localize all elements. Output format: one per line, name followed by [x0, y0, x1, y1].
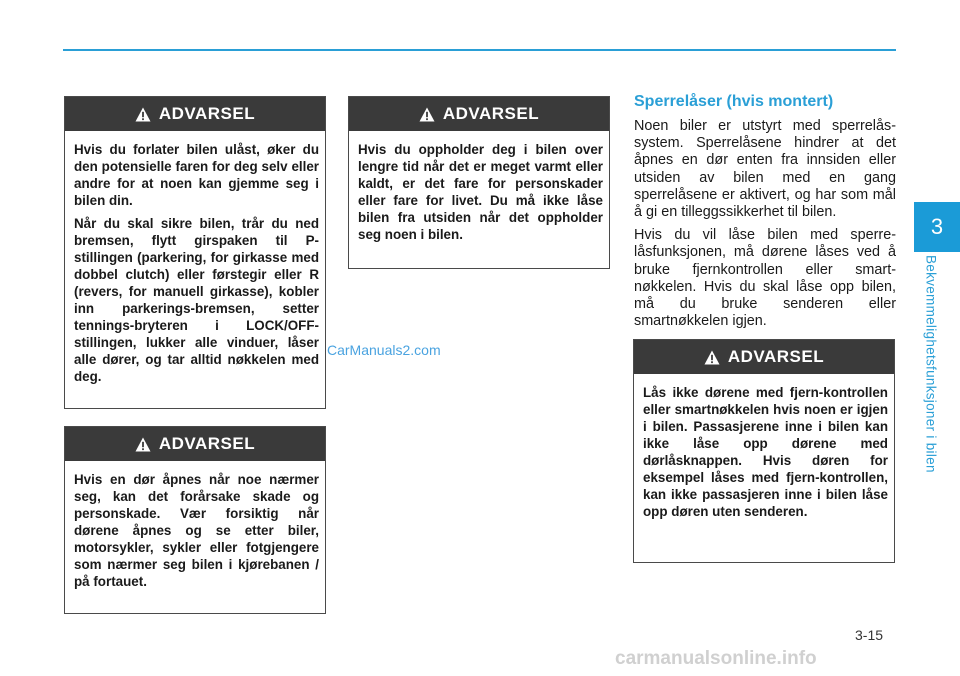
warning-header	[65, 427, 325, 461]
chapter-side-label	[921, 255, 941, 490]
warning-heading: ADVARSEL	[158, 104, 256, 123]
warning-box-extreme-temperature	[348, 96, 610, 269]
page-number: 3-15	[855, 627, 884, 643]
warning-paragraph: Når du skal sikre bilen, trår du ned bremsen, flytt girspaken til P-stillingen (parkering, for girkasse med dobbel clutch) eller førstegir eller R (revers, for manuell girkasse), kobler inn parkerings-bremsen, setter tennings-bryteren i LOCK/OFF-stillingen, lukker alle vinduer, låser alle dører, og tar alltid nøkkelen med deg.	[74, 216, 319, 384]
warning-header	[634, 340, 894, 374]
warning-paragraph: Hvis du forlater bilen ulåst, øker du den potensielle faren for deg selv eller andre for at noen kan gjemme seg i bilen din.	[74, 142, 319, 208]
warning-paragraph: Lås ikke dørene med fjern-kontrollen eller smartnøkkelen hvis noen er igjen i bilen. Passasjerene inne i bilen kan ikke låse opp dørene med dørlåsknappen. Hvis døren for eksempel låses med fjern-kontrollen, kan ikke passasjeren inne i bilen låse opp døren uten senderen.	[643, 385, 888, 519]
warning-box-deadlock	[633, 339, 895, 563]
section-paragraph: Noen biler er utstyrt med sperrelås-system. Sperrelåsene hindrer at det åpnes en dør enten fra innsiden eller utsiden av bilen med en gang sperrelåsene er aktivert, og har som mål å gi en tilleggssikkerhet til bilen.	[634, 118, 896, 221]
warning-body	[634, 374, 894, 528]
warning-header	[349, 97, 609, 131]
warning-triangle-icon	[135, 107, 151, 122]
warning-body	[349, 131, 609, 251]
warning-heading: ADVARSEL	[442, 104, 540, 123]
warning-body	[65, 461, 325, 598]
warning-paragraph: Hvis en dør åpnes når noe nærmer seg, kan det forårsake skade og personskade. Vær forsiktig når dørene åpnes og se etter biler, motorsykler, sykler eller fotgjengere som nærmer seg bilen i kjørebanen / på fortauet.	[74, 472, 319, 589]
warning-box-door-opening	[64, 426, 326, 614]
watermark-carmanuals2: CarManuals2.com	[327, 342, 441, 358]
warning-box-unlocked-car	[64, 96, 326, 409]
section-title: Sperrelåser (hvis montert)	[634, 93, 834, 110]
section-paragraph: Hvis du vil låse bilen med sperre-låsfunksjonen, må dørene låses ved å bruke fjernkontrollen eller smart-nøkkelen. Hvis du skal låse opp bilen, må du bruke senderen eller smartnøkkelen igjen.	[634, 227, 896, 330]
section-body	[634, 118, 896, 330]
chapter-title: Bekvemmelighetsfunksjoner i bilen	[923, 255, 939, 473]
warning-triangle-icon	[135, 437, 151, 452]
footer-watermark: carmanualsonline.info	[615, 648, 817, 669]
warning-header	[65, 97, 325, 131]
warning-triangle-icon	[704, 350, 720, 365]
warning-triangle-icon	[419, 107, 435, 122]
chapter-number-tab: 3	[914, 202, 960, 252]
warning-paragraph: Hvis du oppholder deg i bilen over lengre tid når det er meget varmt eller kaldt, er det fare for personskader eller fare for livet. Du må ikke låse bilen fra utsiden når det oppholder seg noen i bilen.	[358, 142, 603, 242]
warning-body	[65, 131, 325, 393]
warning-heading: ADVARSEL	[158, 434, 256, 453]
warning-heading: ADVARSEL	[727, 347, 825, 366]
header-rule	[63, 49, 896, 51]
